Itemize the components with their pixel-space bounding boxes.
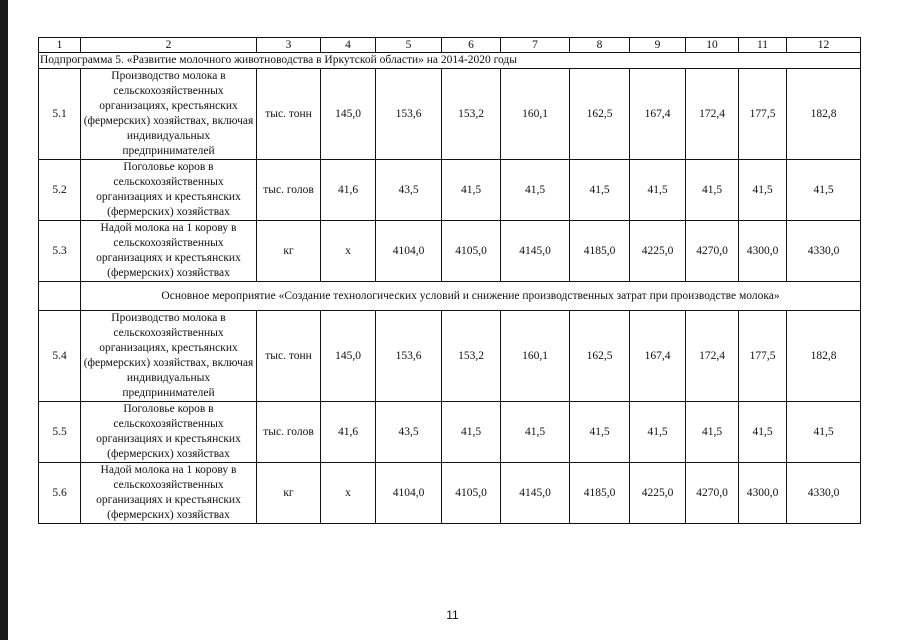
value-cell: 162,5 (570, 69, 630, 160)
value-cell: 4145,0 (501, 463, 570, 524)
value-cell: 41,5 (739, 160, 787, 221)
value-cell: 4330,0 (787, 463, 861, 524)
table-row (39, 69, 861, 160)
main-activity-title: Основное мероприятие «Создание технологических условий и снижение производственных затрат при производстве молока» (81, 282, 861, 311)
value-cell: 145,0 (321, 311, 376, 402)
value-cell: 4105,0 (442, 463, 501, 524)
value-cell: 145,0 (321, 69, 376, 160)
col-header: 7 (501, 38, 570, 53)
value-cell: 167,4 (630, 311, 686, 402)
col-header: 2 (81, 38, 257, 53)
unit: тыс. голов (257, 402, 321, 463)
value-cell: 43,5 (376, 402, 442, 463)
unit: тыс. тонн (257, 69, 321, 160)
value-cell: 4270,0 (686, 221, 739, 282)
unit: тыс. тонн (257, 311, 321, 402)
col-header: 3 (257, 38, 321, 53)
scan-edge-shadow (0, 0, 8, 640)
value-cell: 160,1 (501, 69, 570, 160)
value-cell: 4225,0 (630, 463, 686, 524)
value-cell: 182,8 (787, 311, 861, 402)
unit: тыс. голов (257, 160, 321, 221)
row-number: 5.3 (39, 221, 81, 282)
value-cell: 43,5 (376, 160, 442, 221)
value-cell: 153,2 (442, 69, 501, 160)
value-cell: 41,5 (630, 402, 686, 463)
value-cell: 41,5 (686, 160, 739, 221)
value-cell: 182,8 (787, 69, 861, 160)
value-cell: 41,5 (686, 402, 739, 463)
subprogram-row (39, 53, 861, 69)
value-cell: 4185,0 (570, 463, 630, 524)
row-number: 5.1 (39, 69, 81, 160)
col-header: 9 (630, 38, 686, 53)
value-cell: 4104,0 (376, 463, 442, 524)
indicator-name: Поголовье коров в сельскохозяйственных организациях и крестьянских (фермерских) хозяйствах (81, 160, 257, 221)
row-number: 5.4 (39, 311, 81, 402)
value-cell: 172,4 (686, 69, 739, 160)
col-header: 1 (39, 38, 81, 53)
value-cell: 41,6 (321, 402, 376, 463)
indicator-name: Надой молока на 1 корову в сельскохозяйственных организациях и крестьянских (фермерских) хозяйствах (81, 463, 257, 524)
col-header: 11 (739, 38, 787, 53)
value-cell: 4225,0 (630, 221, 686, 282)
value-cell: 160,1 (501, 311, 570, 402)
value-cell: 4105,0 (442, 221, 501, 282)
value-cell: 41,5 (787, 402, 861, 463)
table-row (39, 160, 861, 221)
value-cell: 167,4 (630, 69, 686, 160)
row-number: 5.6 (39, 463, 81, 524)
value-cell: 41,5 (630, 160, 686, 221)
value-cell: 153,6 (376, 311, 442, 402)
value-cell: x (321, 221, 376, 282)
value-cell: 177,5 (739, 69, 787, 160)
value-cell: 41,5 (570, 160, 630, 221)
row-number: 5.5 (39, 402, 81, 463)
indicator-name: Надой молока на 1 корову в сельскохозяйственных организациях и крестьянских (фермерских) хозяйствах (81, 221, 257, 282)
col-header: 5 (376, 38, 442, 53)
main-activity-row (39, 282, 861, 311)
value-cell: 41,5 (442, 160, 501, 221)
value-cell: 41,5 (501, 402, 570, 463)
subprogram-title: Подпрограмма 5. «Развитие молочного животноводства в Иркутской области» на 2014-2020 годы (39, 53, 861, 69)
value-cell: 41,5 (442, 402, 501, 463)
col-header: 10 (686, 38, 739, 53)
value-cell: 153,2 (442, 311, 501, 402)
value-cell: 4185,0 (570, 221, 630, 282)
col-header: 8 (570, 38, 630, 53)
value-cell: x (321, 463, 376, 524)
value-cell: 4104,0 (376, 221, 442, 282)
value-cell: 41,5 (787, 160, 861, 221)
value-cell: 4300,0 (739, 221, 787, 282)
indicator-name: Производство молока в сельскохозяйственных организациях, крестьянских (фермерских) хозяйствах, включая индивидуальных предпринимателей (81, 311, 257, 402)
value-cell: 162,5 (570, 311, 630, 402)
indicator-name: Поголовье коров в сельскохозяйственных организациях и крестьянских (фермерских) хозяйствах (81, 402, 257, 463)
col-header: 12 (787, 38, 861, 53)
table-row (39, 311, 861, 402)
value-cell: 41,5 (739, 402, 787, 463)
page-number: 11 (446, 608, 459, 622)
col-header: 6 (442, 38, 501, 53)
value-cell: 41,6 (321, 160, 376, 221)
value-cell: 4300,0 (739, 463, 787, 524)
indicator-name: Производство молока в сельскохозяйственных организациях, крестьянских (фермерских) хозяйствах, включая индивидуальных предпринимателей (81, 69, 257, 160)
row-number (39, 282, 81, 311)
value-cell: 41,5 (501, 160, 570, 221)
row-number: 5.2 (39, 160, 81, 221)
value-cell: 4270,0 (686, 463, 739, 524)
table-row (39, 463, 861, 524)
value-cell: 172,4 (686, 311, 739, 402)
indicators-table (38, 37, 861, 524)
column-number-row (39, 38, 861, 53)
value-cell: 177,5 (739, 311, 787, 402)
value-cell: 4330,0 (787, 221, 861, 282)
unit: кг (257, 463, 321, 524)
value-cell: 4145,0 (501, 221, 570, 282)
table-row (39, 402, 861, 463)
table-row (39, 221, 861, 282)
value-cell: 153,6 (376, 69, 442, 160)
unit: кг (257, 221, 321, 282)
value-cell: 41,5 (570, 402, 630, 463)
col-header: 4 (321, 38, 376, 53)
